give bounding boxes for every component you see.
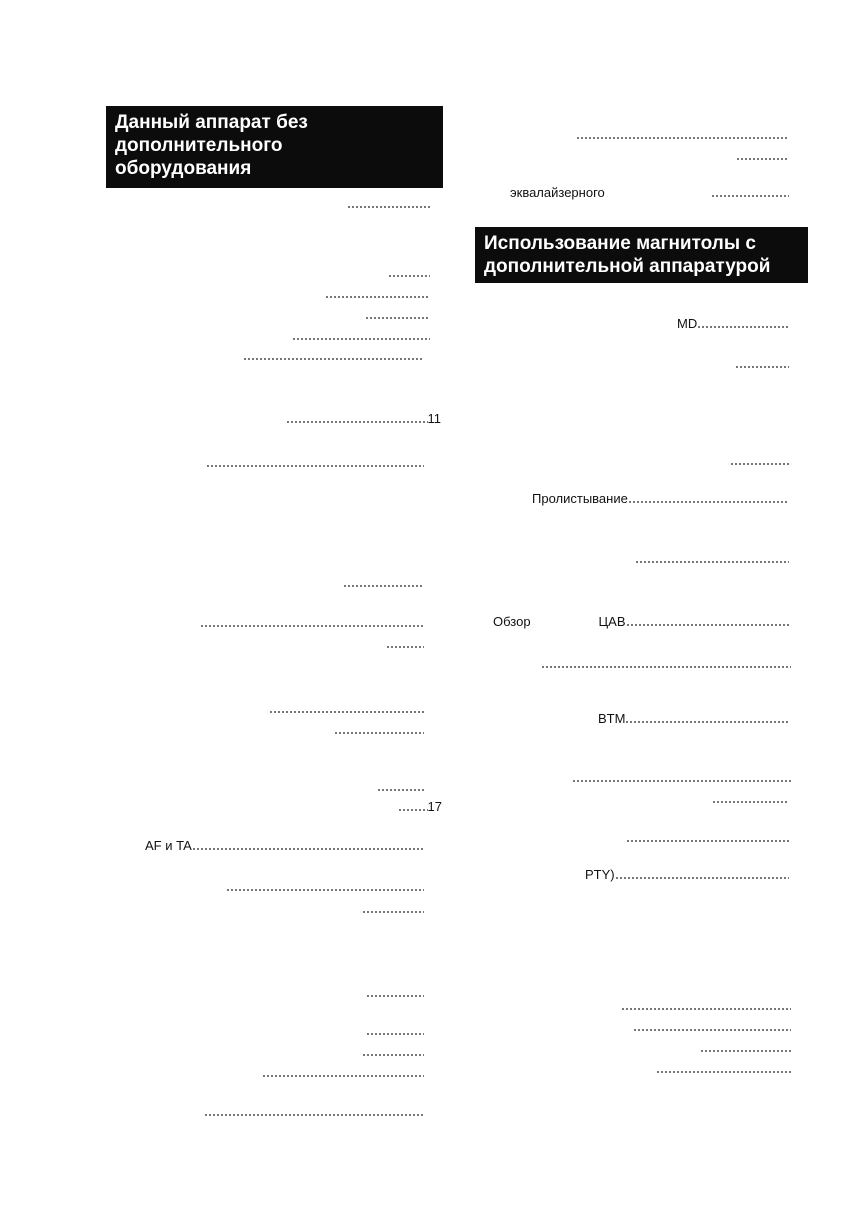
- leader-dots: [633, 1028, 791, 1032]
- heading-line: дополнительной аппаратурой: [484, 256, 771, 277]
- toc-entry: MD: [677, 316, 789, 332]
- leader-dots: [243, 357, 423, 361]
- leader-dots: [735, 365, 789, 369]
- leader-dots: [334, 731, 424, 735]
- leader-dots: [204, 1113, 424, 1117]
- leader-dots: [269, 710, 424, 714]
- leader-dots: [697, 325, 789, 329]
- toc-entry: [365, 307, 430, 323]
- leader-dots: [343, 584, 424, 588]
- section-heading-with-equipment: [475, 227, 808, 283]
- leader-dots: [712, 800, 789, 804]
- leader-dots: [398, 808, 428, 812]
- leader-dots: [206, 464, 424, 468]
- toc-entry: [388, 265, 430, 281]
- toc-entry: [736, 148, 789, 164]
- toc-entry: [286, 411, 441, 427]
- toc-entry: [334, 722, 424, 738]
- toc-entry: [366, 1023, 424, 1039]
- toc-entry: [386, 636, 424, 652]
- page-number: 17: [427, 799, 442, 814]
- leader-dots: [625, 720, 789, 724]
- toc-entry: [204, 1104, 424, 1120]
- toc-entry: [398, 799, 442, 815]
- heading-line: дополнительного: [115, 135, 283, 156]
- toc-entry: [269, 701, 424, 717]
- leader-dots: [262, 1074, 424, 1078]
- toc-entry: [243, 348, 423, 364]
- toc-entry: [362, 1044, 424, 1060]
- toc-entry: [635, 551, 789, 567]
- toc-entry: [366, 985, 424, 1001]
- leader-dots: [226, 888, 424, 892]
- section-heading-standalone: [106, 106, 443, 188]
- toc-entry: [262, 1065, 424, 1081]
- leader-dots: [635, 560, 789, 564]
- page-number: 11: [427, 411, 441, 426]
- toc-entry: Пролистывание: [532, 491, 789, 507]
- toc-entry: [226, 879, 424, 895]
- toc-entry: [633, 1019, 791, 1035]
- toc-entry: [377, 779, 424, 795]
- leader-dots: [347, 205, 430, 209]
- toc-entry: [206, 455, 424, 471]
- leader-dots: [730, 462, 789, 466]
- leader-dots: [628, 500, 789, 504]
- leader-dots: [388, 274, 430, 278]
- leader-dots: [365, 316, 430, 320]
- leader-dots: [626, 623, 789, 627]
- toc-entry: [362, 901, 424, 917]
- leader-dots: [286, 420, 428, 424]
- toc-entry: Обзор ЦАВ: [493, 614, 789, 630]
- toc-entry: [343, 575, 424, 591]
- leader-dots: [576, 136, 789, 140]
- toc-entry: эквалайзерного: [510, 185, 789, 201]
- toc-entry: [572, 770, 791, 786]
- leader-dots: [700, 1049, 791, 1053]
- leader-dots: [656, 1070, 791, 1074]
- toc-entry: [576, 127, 789, 143]
- toc-entry: [200, 615, 424, 631]
- leader-dots: [626, 839, 789, 843]
- leader-dots: [386, 645, 424, 649]
- leader-dots: [615, 876, 789, 880]
- toc-entry: [626, 830, 789, 846]
- toc-entry: [730, 453, 789, 469]
- leader-dots: [572, 779, 791, 783]
- toc-entry: [712, 791, 789, 807]
- leader-dots: [736, 157, 789, 161]
- toc-entry: [347, 196, 430, 212]
- leader-dots: [366, 994, 424, 998]
- leader-dots: [362, 1053, 424, 1057]
- leader-dots: [362, 910, 424, 914]
- toc-entry: [656, 1061, 791, 1077]
- leader-dots: [377, 788, 424, 792]
- leader-dots: [325, 295, 430, 299]
- toc-entry: [292, 328, 430, 344]
- heading-line: Данный аппарат без: [115, 112, 308, 133]
- leader-dots: [192, 847, 424, 851]
- leader-dots: [366, 1032, 424, 1036]
- heading-line: Использование магнитолы с: [484, 233, 756, 254]
- toc-entry: [735, 356, 789, 372]
- toc-entry: AF и TA: [145, 838, 424, 854]
- toc-entry: [621, 998, 791, 1014]
- toc-entry: [325, 286, 430, 302]
- leader-dots: [541, 665, 791, 669]
- leader-dots: [711, 194, 789, 198]
- leader-dots: [621, 1007, 791, 1011]
- toc-entry: [700, 1040, 791, 1056]
- leader-dots: [292, 337, 430, 341]
- toc-entry: [541, 656, 791, 672]
- heading-line: оборудования: [115, 158, 252, 179]
- toc-entry: PTY): [585, 867, 789, 883]
- toc-entry: BTM: [598, 711, 789, 727]
- leader-dots: [200, 624, 424, 628]
